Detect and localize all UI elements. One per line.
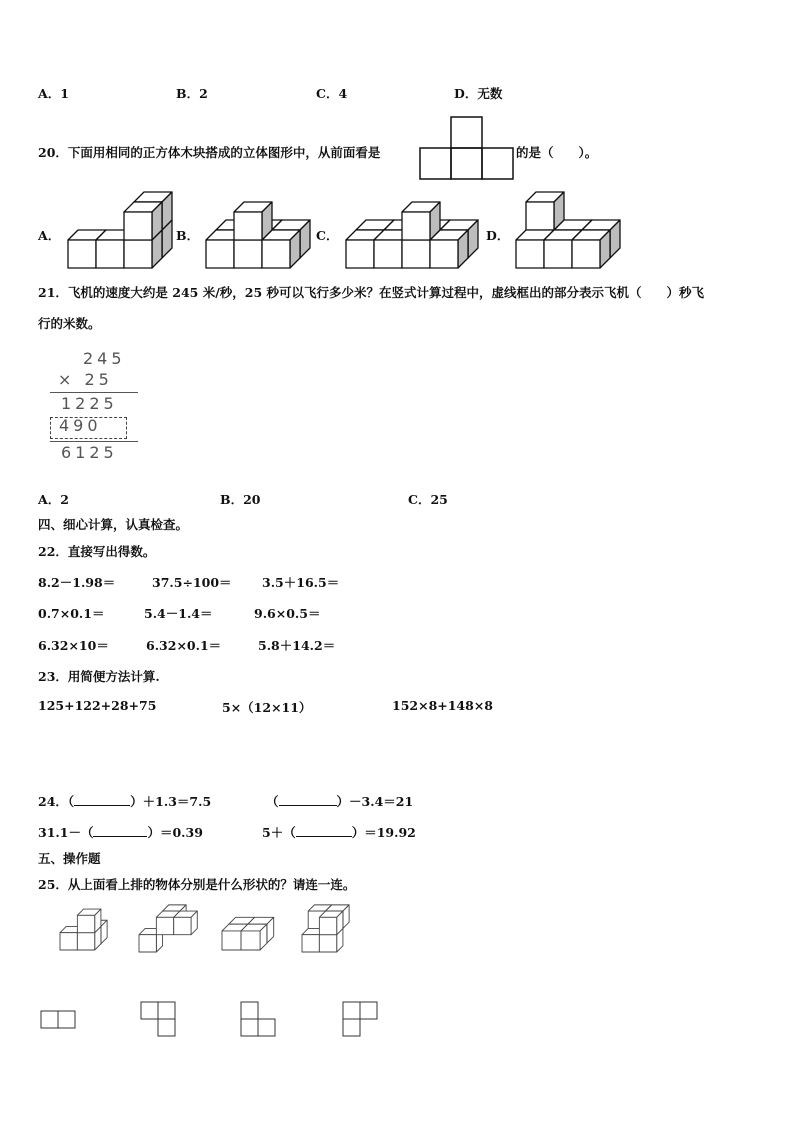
q25-object-3 <box>220 904 272 952</box>
q20-label-c: C． <box>316 228 339 243</box>
q20-stem: 20．下面用相同的正方体木块搭成的立体图形中，从前面看是 <box>38 145 381 160</box>
section-4-title: 四、细心计算，认真检查。 <box>38 517 189 532</box>
q22-item: 37.5÷100＝ <box>152 575 232 590</box>
q20-figure-b <box>204 192 312 270</box>
q24-rest: ）＋1.3＝7.5 <box>130 794 212 809</box>
q22-item: 6.32×0.1＝ <box>146 638 222 653</box>
q24-paren: （ <box>266 794 279 809</box>
q20-label-a: A． <box>38 228 61 243</box>
q20-label-b: B． <box>176 228 200 243</box>
q25-view-4 <box>342 1001 378 1037</box>
q23-title: 23．用简便方法计算. <box>38 669 160 684</box>
q20-label-d: D． <box>486 228 510 243</box>
q24-equation-3 <box>38 823 203 841</box>
q21-option-a: A．2 <box>38 492 69 507</box>
q24-rest: ）＝0.39 <box>147 825 203 840</box>
q25-title: 25．从上面看上排的物体分别是什么形状的？请连一连。 <box>38 877 356 892</box>
q24-equation-4 <box>262 823 416 841</box>
q22-item: 3.5＋16.5＝ <box>262 575 340 590</box>
q22-item: 8.2－1.98＝ <box>38 575 116 590</box>
q24-label: 24． <box>38 794 68 809</box>
q20-figure-c <box>344 192 478 270</box>
q19-option-a: A．1 <box>38 86 69 101</box>
calc-rule-2 <box>50 441 138 442</box>
q25-object-2 <box>137 904 193 954</box>
calc-partial-2: 490 <box>59 416 102 435</box>
q22-item: 5.4－1.4＝ <box>144 606 213 621</box>
q20-stem-end: 的是（ ）。 <box>516 145 598 160</box>
q24-blank-3[interactable] <box>93 836 147 837</box>
q25-view-1 <box>40 1010 76 1030</box>
q24-blank-1[interactable] <box>74 805 130 806</box>
q20-front-view-figure <box>419 116 515 180</box>
q25-view-3 <box>240 1001 276 1037</box>
q19-option-b: B．2 <box>176 86 208 101</box>
q23-item: 125+122+28+75 <box>38 698 157 713</box>
q21-stem-line2: 行的米数。 <box>38 316 101 331</box>
calc-rule-1 <box>50 392 138 393</box>
q25-object-1 <box>58 912 108 952</box>
q24-paren: （ <box>67 794 75 809</box>
q24-rest: ）－3.4＝21 <box>336 794 414 809</box>
q25-view-2 <box>140 1001 176 1037</box>
calc-partial-1: 1225 <box>61 394 118 413</box>
q22-item: 0.7×0.1＝ <box>38 606 105 621</box>
q19-option-c: C．4 <box>316 86 348 101</box>
q23-item: 152×8+148×8 <box>392 698 494 713</box>
q20-figure-a <box>66 192 174 270</box>
q24-rest: ）＝19.92 <box>351 825 416 840</box>
q22-item: 6.32×10＝ <box>38 638 109 653</box>
q24-equation-1 <box>38 792 211 810</box>
calc-multiplicand: 245 <box>83 349 126 368</box>
section-5-title: 五、操作题 <box>38 851 101 866</box>
q24-paren: 31.1－（ <box>38 825 94 840</box>
q22-item: 9.6×0.5＝ <box>254 606 321 621</box>
q20-figure-d <box>514 192 622 270</box>
q24-blank-2[interactable] <box>279 805 337 806</box>
calc-result: 6125 <box>61 443 118 462</box>
q19-option-d: D．无数 <box>454 86 503 101</box>
q24-equation-2 <box>266 792 413 810</box>
q24-blank-4[interactable] <box>296 836 352 837</box>
q21-option-c: C．25 <box>408 492 448 507</box>
q22-item: 5.8＋14.2＝ <box>258 638 336 653</box>
calc-multiplier: × 25 <box>58 370 113 389</box>
q21-stem-line1: 21．飞机的速度大约是 245 米/秒，25 秒可以飞行多少米？在竖式计算过程中，虚线框出的部分表示飞机（ ）秒飞 <box>38 285 705 300</box>
q25-object-4 <box>300 898 356 954</box>
q23-item: 5×（12×11） <box>222 700 312 715</box>
q22-title: 22．直接写出得数。 <box>38 544 156 559</box>
q24-paren: 5＋（ <box>262 825 296 840</box>
q21-option-b: B．20 <box>220 492 261 507</box>
